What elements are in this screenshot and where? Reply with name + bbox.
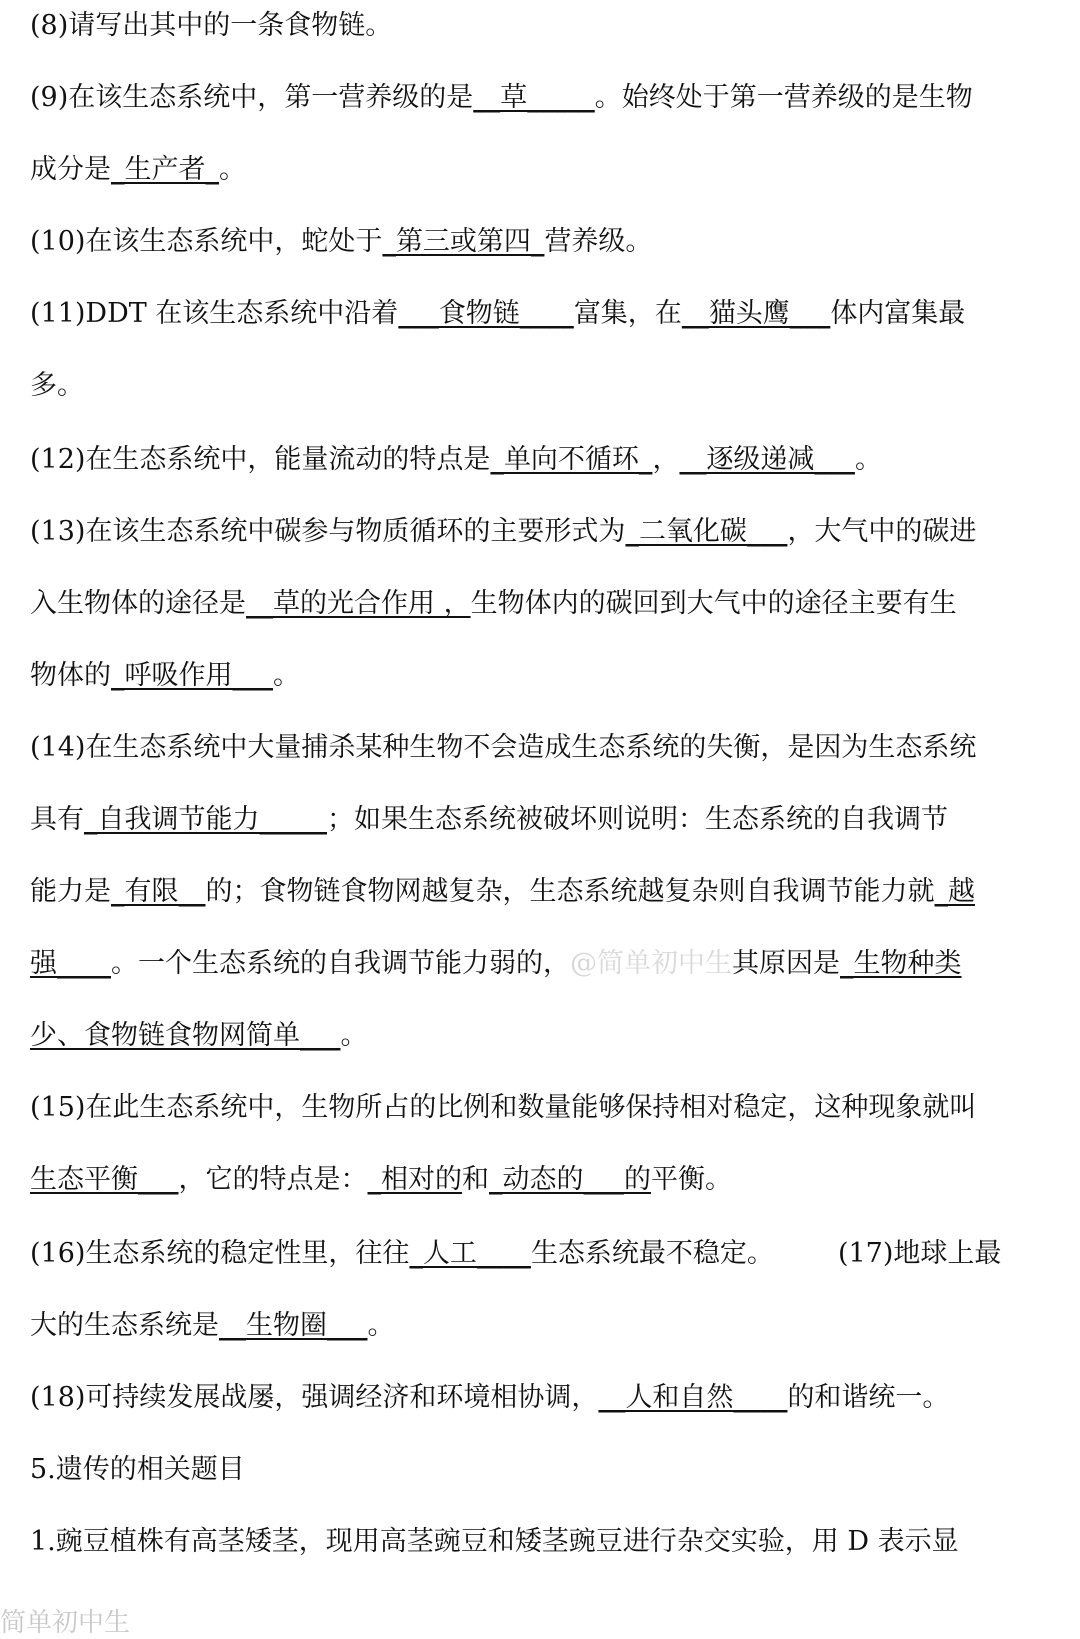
question-17: (17)地球上最 bbox=[837, 1238, 1002, 1269]
question-14: (14)在生态系统中大量捕杀某种生物不会造成生态系统的失衡，是因为生态系统 bbox=[30, 732, 977, 763]
answer-blank: ___食物链____ bbox=[398, 298, 574, 329]
question-9: (9)在该生态系统中，第一营养级的是__草_____。始终处于第一营养级的是生物 bbox=[30, 82, 973, 113]
answer-blank: __猫头鹰___ bbox=[681, 298, 831, 329]
question-14-line-2: 具有_自我调节能力_____；如果生态系统被破坏则说明：生态系统的自我调节 bbox=[30, 804, 948, 835]
answer-blank: _有限__ bbox=[111, 876, 206, 907]
answer-blank: __逐级递减___ bbox=[679, 444, 855, 475]
answer-blank: __草_____ bbox=[473, 82, 595, 113]
answer-blank: _呼吸作用___ bbox=[111, 660, 273, 691]
answer-blank: 的 bbox=[624, 1164, 651, 1195]
question-10: (10)在该生态系统中，蛇处于_第三或第四_营养级。 bbox=[30, 226, 653, 257]
question-18: (18)可持续发展战屡，强调经济和环境相协调，__人和自然____的和谐统一。 bbox=[30, 1382, 950, 1413]
answer-blank: _生产者_ bbox=[111, 154, 219, 185]
question-17-line-2: 大的生态系统是__生物圈___。 bbox=[30, 1310, 395, 1341]
question-9-line-2: 成分是_生产者_。 bbox=[30, 154, 246, 185]
answer-blank: __人和自然____ bbox=[598, 1382, 788, 1413]
question-1: 1.豌豆植株有高茎矮茎，现用高茎豌豆和矮茎豌豆进行杂交实验，用 D 表示显 bbox=[30, 1526, 959, 1557]
answer-blank: 少、食物链食物网简单___ bbox=[30, 1020, 341, 1051]
question-15: (15)在此生态系统中，生物所占的比例和数量能够保持相对稳定，这种现象就叫 bbox=[30, 1092, 977, 1123]
answer-blank: __草的光合作用 ， bbox=[246, 588, 471, 619]
answer-blank: _自我调节能力_____ bbox=[84, 804, 327, 835]
answer-blank: _二氧化碳___ bbox=[625, 516, 788, 547]
answer-blank: _相对的 bbox=[367, 1164, 462, 1195]
question-14-line-5: 少、食物链食物网简单___。 bbox=[30, 1020, 368, 1051]
answer-blank: __生物圈___ bbox=[219, 1310, 368, 1341]
question-14-line-4: 强____。一个生态系统的自我调节能力弱的，@简单初中生其原因是_生物种类 bbox=[30, 948, 962, 979]
answer-blank: _单向不循环_ bbox=[490, 444, 653, 475]
watermark-text: @简单初中生 bbox=[570, 948, 732, 979]
answer-blank: _人工____ bbox=[409, 1238, 531, 1269]
answer-blank: _越 bbox=[934, 876, 975, 907]
section-heading: 5.遗传的相关题目 bbox=[30, 1454, 245, 1485]
answer-blank: _第三或第四_ bbox=[382, 226, 545, 257]
question-13-line-3: 物体的_呼吸作用___。 bbox=[30, 660, 300, 691]
question-14-line-3: 能力是_有限__的；食物链食物网越复杂，生态系统越复杂则自我调节能力就_越 bbox=[30, 876, 975, 907]
answer-blank: 生态平衡___ bbox=[30, 1164, 179, 1195]
answer-blank: _动态的___ bbox=[489, 1164, 624, 1195]
corner-watermark: 简单初中生 bbox=[0, 1608, 131, 1638]
question-15-line-2: 生态平衡___，它的特点是：_相对的和_动态的___的平衡。 bbox=[30, 1164, 732, 1195]
answer-blank: 强____ bbox=[30, 948, 111, 979]
question-13: (13)在该生态系统中碳参与物质循环的主要形式为_二氧化碳___，大气中的碳进 bbox=[30, 516, 977, 547]
question-16: (16)生态系统的稳定性里，往往_人工____生态系统最不稳定。 (17)地球上最 bbox=[30, 1238, 1002, 1269]
answer-blank: _生物种类 bbox=[840, 948, 962, 979]
question-12: (12)在生态系统中，能量流动的特点是_单向不循环_，__逐级递减___。 bbox=[30, 444, 882, 475]
question-11-line-2: 多。 bbox=[30, 370, 84, 401]
question-11: (11)DDT 在该生态系统中沿着___食物链____富集，在__猫头鹰___体内富集最 bbox=[30, 298, 966, 329]
question-13-line-2: 入生物体的途径是__草的光合作用 ，生物体内的碳回到大气中的途径主要有生 bbox=[30, 588, 957, 619]
question-8: (8)请写出其中的一条食物链。 bbox=[30, 10, 393, 41]
